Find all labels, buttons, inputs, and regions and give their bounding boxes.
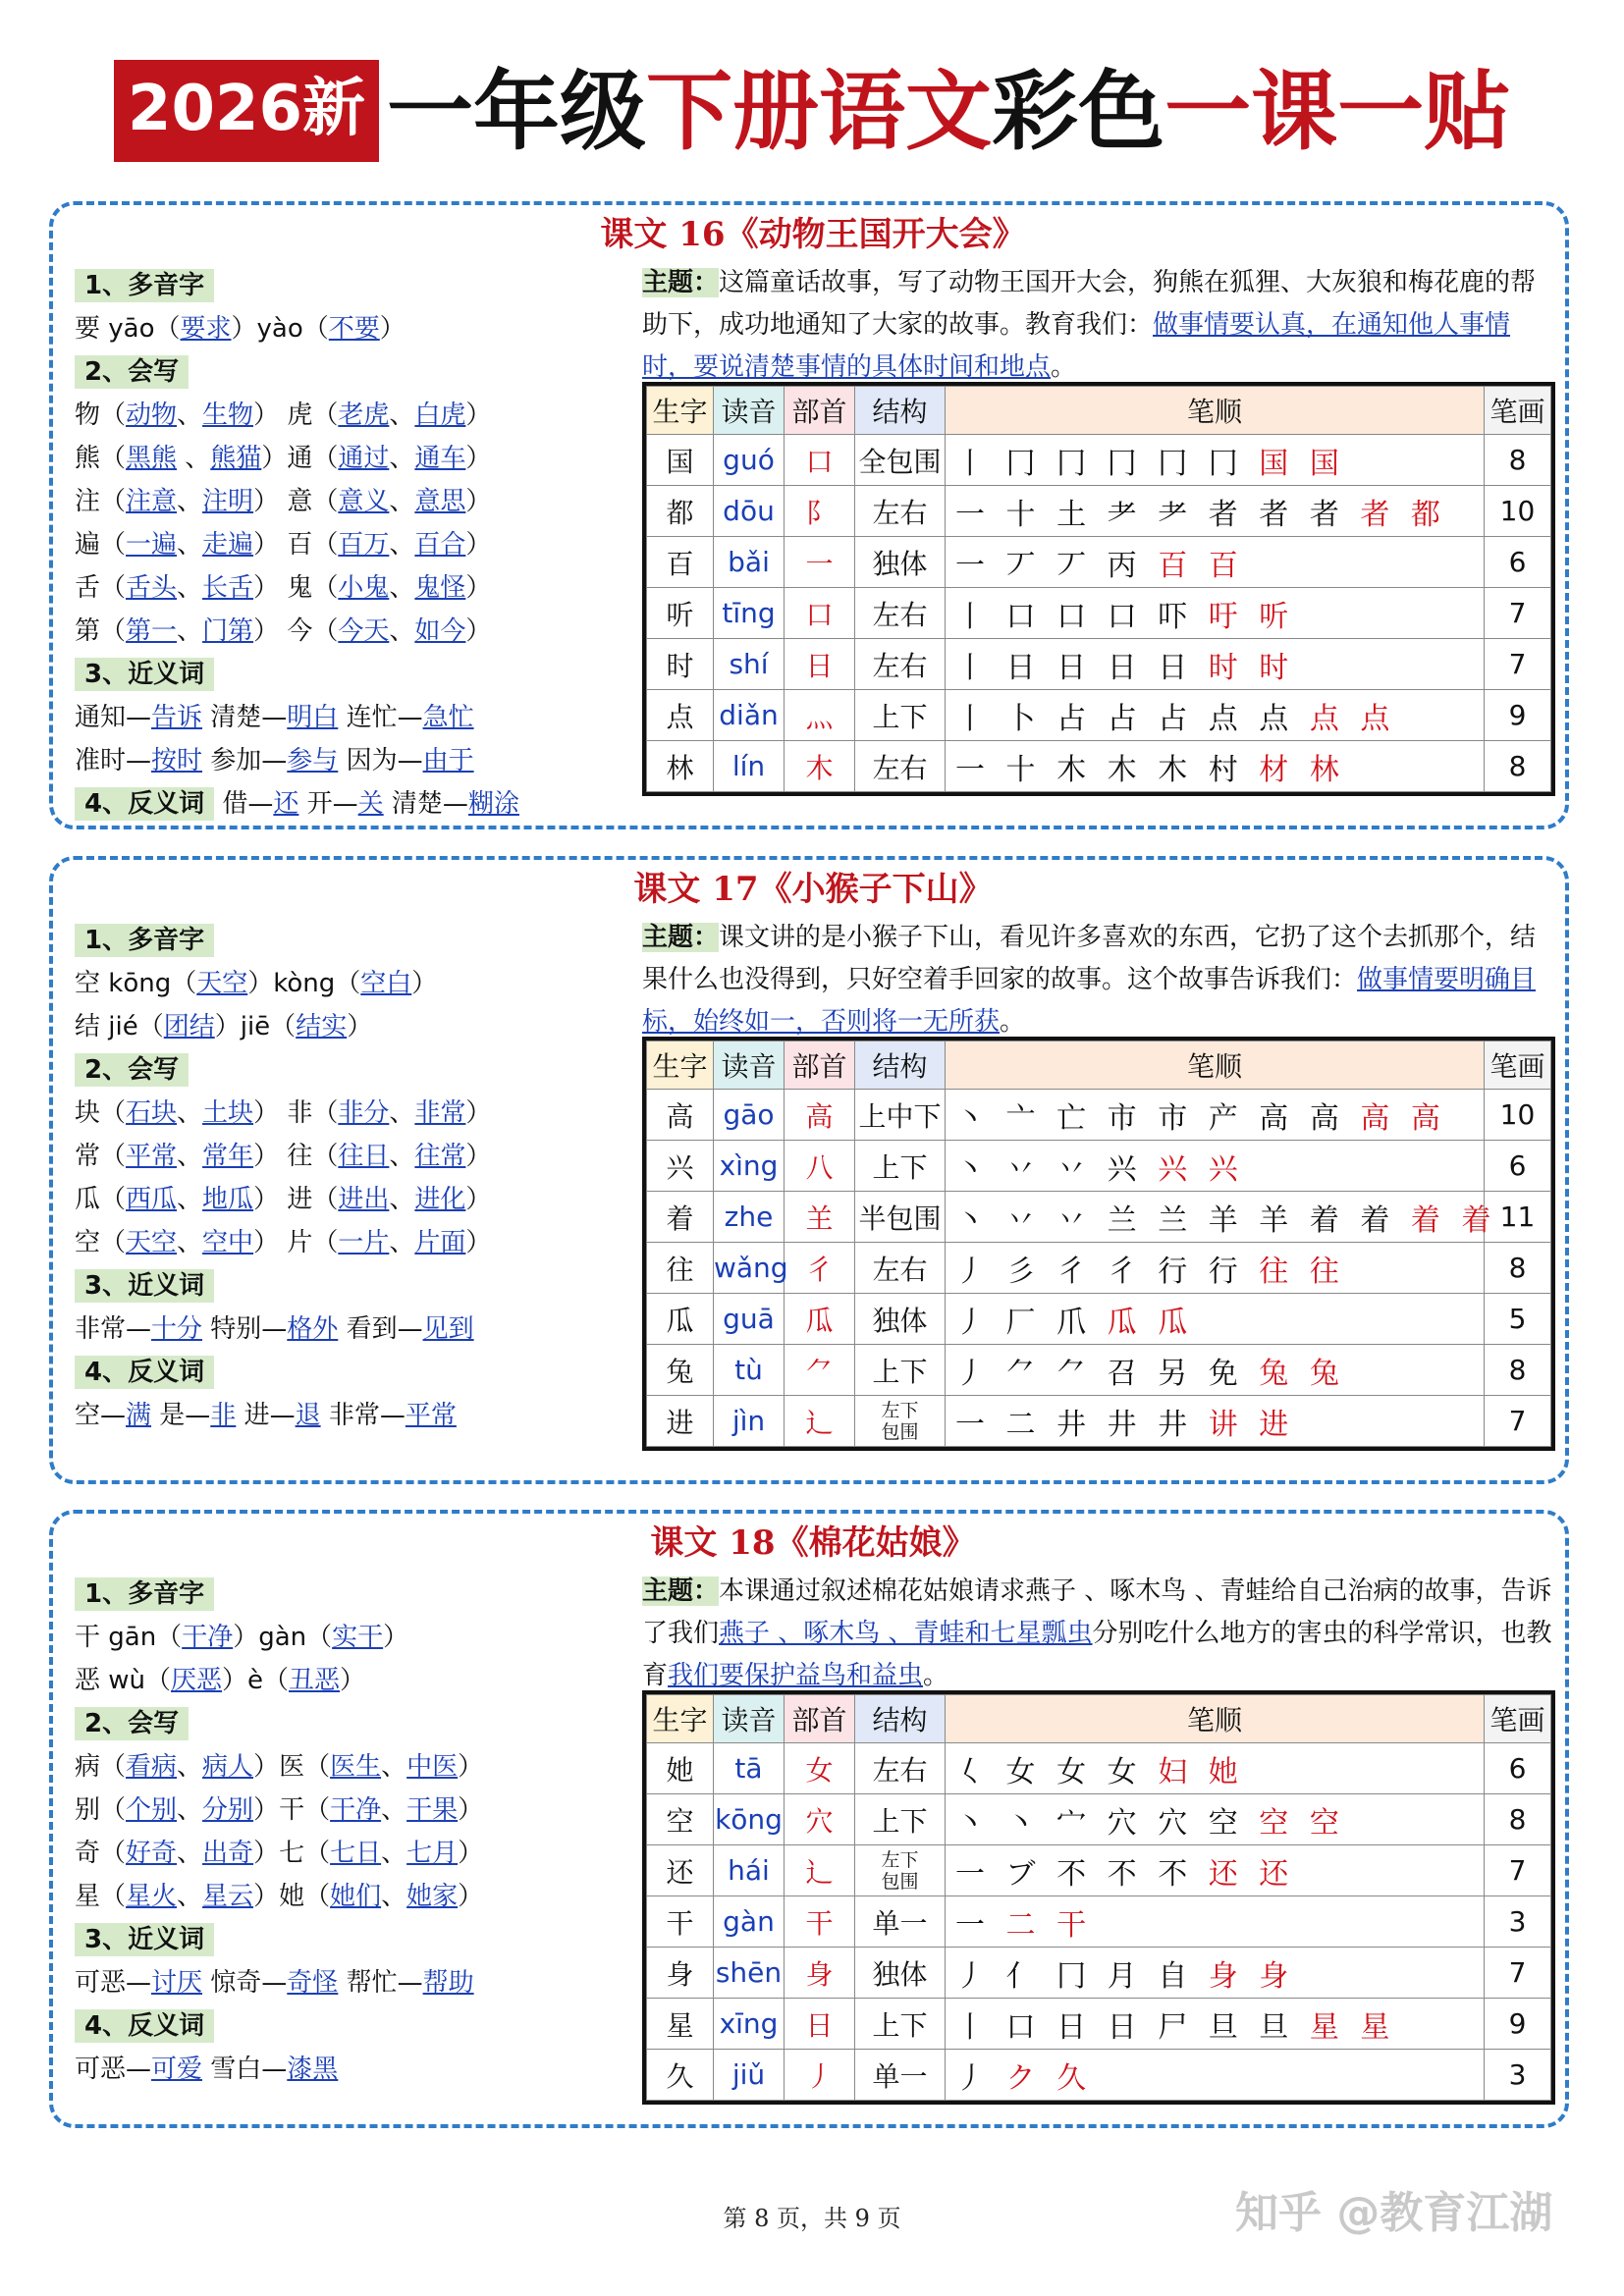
stroke-order-cell: 丿 亻 冂 月 自 身 身 [946, 1948, 1485, 1999]
table-row [647, 1090, 1551, 1141]
table-header-row [647, 1695, 1551, 1743]
radical-cell: 口 [785, 588, 855, 639]
column-header: 读音 [714, 1041, 785, 1090]
write-line: 熊（黑熊 、熊猫）通（通过、通车） [75, 444, 492, 473]
lesson-16-card [49, 201, 1569, 829]
radical-cell: ⺈ [785, 1345, 855, 1396]
radical-cell: 丿 [785, 2050, 855, 2101]
table-row [647, 1948, 1551, 1999]
theme-label: 主题： [642, 923, 720, 952]
pinyin-cell: jiǔ [714, 2050, 785, 2101]
table-row [647, 690, 1551, 741]
radical-cell: 口 [785, 435, 855, 486]
section-head-polyphonic: 1、多音字 [75, 269, 214, 302]
table-row [647, 1794, 1551, 1845]
lesson-left-column [75, 919, 624, 1437]
write-line: 遍（一遍、走遍） 百（百万、百合） [75, 530, 492, 560]
write-line: 注（注意、注明） 意（意义、意思） [75, 487, 492, 516]
radical-cell: 日 [785, 639, 855, 690]
stroke-order-cell: 丨 日 日 日 日 时 时 [946, 639, 1485, 690]
pinyin-cell: guó [714, 435, 785, 486]
column-header: 笔画 [1485, 1041, 1551, 1090]
stroke-count-cell: 7 [1485, 1845, 1551, 1896]
stroke-count-cell: 9 [1485, 1999, 1551, 2050]
polyphonic-line: 恶 wù（厌恶）è（丑恶） [75, 1666, 366, 1695]
structure-cell: 上下 [855, 1345, 946, 1396]
char-cell: 时 [647, 639, 714, 690]
char-cell: 瓜 [647, 1294, 714, 1345]
structure-cell: 独体 [855, 1948, 946, 1999]
write-line: 星（星火、星云）她（她们、她家） [75, 1882, 484, 1911]
lesson-17-card [49, 856, 1569, 1484]
column-header: 结构 [855, 387, 946, 435]
table-row [647, 1192, 1551, 1243]
theme-lesson-link: 做事情要明确目标，始终如一，否则将一无所获 [642, 965, 1537, 1037]
radical-cell: 高 [785, 1090, 855, 1141]
stroke-order-cell: 丨 口 口 口 吓 吁 听 [946, 588, 1485, 639]
pinyin-cell: kōng [714, 1794, 785, 1845]
title-part1: 一年级 [387, 60, 647, 162]
lesson-theme: 主题：这篇童话故事，写了动物王国开大会，狗熊在狐狸、大灰狼和梅花鹿的帮助下，成功地通知了大家的故事。教育我们：做事情要认真，在通知他人事情时，要说清楚事情的具体时间和地点。 [642, 268, 1537, 382]
structure-cell: 上中下 [855, 1090, 946, 1141]
char-cell: 干 [647, 1896, 714, 1948]
table-row [647, 435, 1551, 486]
column-header: 笔画 [1485, 387, 1551, 435]
watermark: 知乎 @教育江湖 [1235, 2188, 1553, 2238]
year-badge: 2026新 [114, 60, 379, 162]
pinyin-cell: tù [714, 1345, 785, 1396]
column-header: 部首 [785, 387, 855, 435]
section-head-write: 2、会写 [75, 355, 189, 389]
char-cell: 进 [647, 1396, 714, 1447]
lesson-title: 课文 17《小猴子下山》 [633, 870, 993, 909]
lesson-left-column [75, 1573, 624, 2091]
lesson-theme: 主题：课文讲的是小猴子下山，看见许多喜欢的东西，它扔了这个去抓那个，结果什么也没得到，只好空着手回家的故事。这个故事告诉我们：做事情要明确目标，始终如一，否则将一无所获。 [642, 923, 1537, 1037]
stroke-order-cell: 一 十 木 木 木 村 材 林 [946, 741, 1485, 792]
theme-link-2: 我们要保护益鸟和益虫 [668, 1661, 924, 1690]
synonyms-line: 通知—告诉 清楚—明白 连忙—急忙 [75, 703, 474, 732]
lesson-title: 课文 16《动物王国开大会》 [600, 215, 1026, 254]
radical-cell: 辶 [785, 1845, 855, 1896]
structure-cell: 上下 [855, 1999, 946, 2050]
structure-cell: 左下 包围 [855, 1845, 946, 1896]
table-row [647, 1294, 1551, 1345]
structure-cell: 独体 [855, 537, 946, 588]
write-line: 病（看病、病人）医（医生、中医） [75, 1752, 484, 1782]
section-head-polyphonic: 1、多音字 [75, 1577, 214, 1611]
structure-cell: 左右 [855, 741, 946, 792]
stroke-order-cell: 丶 丷 丷 兰 兰 羊 羊 着 着 着 着 [946, 1192, 1485, 1243]
table-row [647, 537, 1551, 588]
pinyin-cell: gāo [714, 1090, 785, 1141]
pinyin-cell: tā [714, 1743, 785, 1794]
char-cell: 都 [647, 486, 714, 537]
structure-cell: 全包围 [855, 435, 946, 486]
structure-cell: 上下 [855, 1794, 946, 1845]
write-line: 舌（舌头、长舌） 鬼（小鬼、鬼怪） [75, 573, 492, 603]
stroke-order-cell: 一 二 井 井 井 讲 进 [946, 1396, 1485, 1447]
lesson-left-column [75, 264, 624, 826]
radical-cell: 女 [785, 1743, 855, 1794]
stroke-order-cell: 一 丆 丆 丙 百 百 [946, 537, 1485, 588]
lesson-18-card [49, 1510, 1569, 2128]
synonyms-line: 可恶—讨厌 惊奇—奇怪 帮忙—帮助 [75, 1968, 474, 1998]
radical-cell: 穴 [785, 1794, 855, 1845]
stroke-count-cell: 7 [1485, 588, 1551, 639]
pinyin-cell: wǎng [714, 1243, 785, 1294]
structure-cell: 独体 [855, 1294, 946, 1345]
column-header: 笔顺 [946, 1041, 1485, 1090]
stroke-count-cell: 7 [1485, 1396, 1551, 1447]
polyphonic-line: 要 yāo（要求）yào（不要） [75, 314, 406, 344]
structure-cell: 左右 [855, 639, 946, 690]
stroke-order-cell: 一 ブ 不 不 不 还 还 [946, 1845, 1485, 1896]
table-row [647, 2050, 1551, 2101]
table-row [647, 1999, 1551, 2050]
radical-cell: 瓜 [785, 1294, 855, 1345]
column-header: 生字 [647, 1695, 714, 1743]
stroke-count-cell: 10 [1485, 1090, 1551, 1141]
structure-cell: 单一 [855, 1896, 946, 1948]
pinyin-cell: guā [714, 1294, 785, 1345]
char-cell: 点 [647, 690, 714, 741]
radical-cell: 灬 [785, 690, 855, 741]
column-header: 笔画 [1485, 1695, 1551, 1743]
synonyms-line: 准时—按时 参加—参与 因为—由于 [75, 746, 474, 775]
pinyin-cell: bǎi [714, 537, 785, 588]
pinyin-cell: shí [714, 639, 785, 690]
stroke-count-cell: 9 [1485, 690, 1551, 741]
antonyms-line: 可恶—可爱 雪白—漆黑 [75, 2055, 339, 2084]
stroke-order-cell: 丶 丶 宀 穴 穴 空 空 空 [946, 1794, 1485, 1845]
column-header: 生字 [647, 387, 714, 435]
structure-cell: 单一 [855, 2050, 946, 2101]
char-cell: 还 [647, 1845, 714, 1896]
section-head-write: 2、会写 [75, 1053, 189, 1087]
table-header-row [647, 387, 1551, 435]
table-row [647, 1141, 1551, 1192]
table-row [647, 1345, 1551, 1396]
table-row [647, 588, 1551, 639]
write-line: 瓜（西瓜、地瓜） 进（进出、进化） [75, 1185, 492, 1214]
stroke-count-cell: 7 [1485, 639, 1551, 690]
character-table [642, 1037, 1555, 1451]
page-number: 第 8 页，共 9 页 [723, 2205, 901, 2232]
synonyms-line: 非常—十分 特别—格外 看到—见到 [75, 1314, 474, 1344]
stroke-count-cell: 3 [1485, 2050, 1551, 2101]
table-row [647, 639, 1551, 690]
radical-cell: 一 [785, 537, 855, 588]
write-line: 空（天空、空中） 片（一片、片面） [75, 1228, 492, 1257]
section-head-antonyms: 4、反义词 [75, 1356, 214, 1389]
stroke-order-cell: 丿 ク 久 [946, 2050, 1485, 2101]
pinyin-cell: zhe [714, 1192, 785, 1243]
pinyin-cell: lín [714, 741, 785, 792]
char-cell: 兴 [647, 1141, 714, 1192]
stroke-order-cell: 丨 卜 占 占 占 点 点 点 点 [946, 690, 1485, 741]
stroke-count-cell: 3 [1485, 1896, 1551, 1948]
lesson-theme: 主题：本课通过叙述棉花姑娘请求燕子 、啄木鸟 、青蛙给自己治病的故事，告诉了我们燕子 、啄木鸟 、青蛙和七星瓢虫分别吃什么地方的害虫的科学常识，也教育我们要保护益鸟和益虫。 [642, 1576, 1552, 1690]
column-header: 读音 [714, 1695, 785, 1743]
section-head-synonyms: 3、近义词 [75, 1923, 214, 1956]
section-head-synonyms: 3、近义词 [75, 658, 214, 691]
stroke-count-cell: 10 [1485, 486, 1551, 537]
char-cell: 高 [647, 1090, 714, 1141]
pinyin-cell: hái [714, 1845, 785, 1896]
polyphonic-line: 干 gān（干净）gàn（实干） [75, 1623, 409, 1652]
stroke-order-cell: 丿 ⺈ ⺈ 召 另 免 兔 兔 [946, 1345, 1485, 1396]
stroke-count-cell: 11 [1485, 1192, 1551, 1243]
write-line: 物（动物、生物） 虎（老虎、白虎） [75, 400, 492, 430]
stroke-order-cell: 丨 冂 冂 冂 冂 冂 国 国 [946, 435, 1485, 486]
stroke-order-cell: 丶 亠 亡 市 市 产 高 高 高 高 [946, 1090, 1485, 1141]
stroke-order-cell: 𡿨 女 女 女 妇 她 [946, 1743, 1485, 1794]
char-cell: 百 [647, 537, 714, 588]
table-row [647, 486, 1551, 537]
table-row [647, 1243, 1551, 1294]
stroke-order-cell: 丿 厂 爪 瓜 瓜 [946, 1294, 1485, 1345]
column-header: 结构 [855, 1695, 946, 1743]
pinyin-cell: gàn [714, 1896, 785, 1948]
theme-label: 主题： [642, 1576, 720, 1606]
write-line: 块（石块、土块） 非（非分、非常） [75, 1098, 492, 1128]
radical-cell: 日 [785, 1999, 855, 2050]
title-part3: 彩色 [992, 60, 1165, 162]
char-cell: 着 [647, 1192, 714, 1243]
column-header: 生字 [647, 1041, 714, 1090]
section-head-antonyms: 4、反义词 [75, 2009, 214, 2043]
stroke-order-cell: 丶 丷 丷 兴 兴 兴 [946, 1141, 1485, 1192]
page-title [0, 57, 1624, 175]
column-header: 部首 [785, 1695, 855, 1743]
char-cell: 她 [647, 1743, 714, 1794]
table-row [647, 1396, 1551, 1447]
polyphonic-line: 结 jié（团结）jiē（结实） [75, 1012, 373, 1041]
pinyin-cell: dōu [714, 486, 785, 537]
pinyin-cell: diǎn [714, 690, 785, 741]
char-cell: 林 [647, 741, 714, 792]
write-line: 别（个别、分别）干（干净、干果） [75, 1795, 484, 1825]
structure-cell: 左右 [855, 1743, 946, 1794]
section-head-synonyms: 3、近义词 [75, 1269, 214, 1303]
table-header-row [647, 1041, 1551, 1090]
title-part4: 一课一贴 [1164, 60, 1511, 162]
lesson-title: 课文 18《棉花姑娘》 [650, 1523, 976, 1563]
stroke-count-cell: 8 [1485, 741, 1551, 792]
stroke-count-cell: 8 [1485, 1794, 1551, 1845]
stroke-order-cell: 丿 彡 彳 彳 行 行 往 往 [946, 1243, 1485, 1294]
structure-cell: 半包围 [855, 1192, 946, 1243]
write-line: 第（第一、门第） 今（今天、如今） [75, 616, 492, 646]
antonyms-line: 4、反义词 借—还 开—关 清楚—糊涂 [75, 782, 624, 826]
pinyin-cell: shēn [714, 1948, 785, 1999]
write-line: 常（平常、常年） 往（往日、往常） [75, 1142, 492, 1171]
radical-cell: 阝 [785, 486, 855, 537]
pinyin-cell: xìng [714, 1141, 785, 1192]
structure-cell: 左右 [855, 486, 946, 537]
char-cell: 空 [647, 1794, 714, 1845]
structure-cell: 上下 [855, 690, 946, 741]
char-cell: 星 [647, 1999, 714, 2050]
char-cell: 听 [647, 588, 714, 639]
pinyin-cell: xīng [714, 1999, 785, 2050]
stroke-count-cell: 8 [1485, 1243, 1551, 1294]
radical-cell: 八 [785, 1141, 855, 1192]
column-header: 读音 [714, 387, 785, 435]
stroke-count-cell: 6 [1485, 537, 1551, 588]
structure-cell: 上下 [855, 1141, 946, 1192]
stroke-count-cell: 6 [1485, 1743, 1551, 1794]
table-row [647, 1845, 1551, 1896]
pinyin-cell: tīng [714, 588, 785, 639]
stroke-order-cell: 一 二 干 [946, 1896, 1485, 1948]
polyphonic-line: 空 kōng（天空）kòng（空白） [75, 969, 438, 998]
section-head-write: 2、会写 [75, 1707, 189, 1740]
section-head-polyphonic: 1、多音字 [75, 924, 214, 957]
structure-cell: 左右 [855, 588, 946, 639]
stroke-count-cell: 7 [1485, 1948, 1551, 1999]
radical-cell: 𦍌 [785, 1192, 855, 1243]
theme-label: 主题： [642, 268, 720, 297]
section-head-antonyms: 4、反义词 [75, 787, 214, 821]
column-header: 部首 [785, 1041, 855, 1090]
theme-lesson-link: 做事情要认真，在通知他人事情时，要说清楚事情的具体时间和地点 [642, 310, 1511, 382]
column-header: 笔顺 [946, 1695, 1485, 1743]
stroke-order-cell: 丨 口 日 日 尸 旦 旦 星 星 [946, 1999, 1485, 2050]
title-part2: 下册语文 [646, 60, 993, 162]
table-row [647, 741, 1551, 792]
radical-cell: 木 [785, 741, 855, 792]
radical-cell: 身 [785, 1948, 855, 1999]
theme-link-1: 燕子 、啄木鸟 、青蛙和七星瓢虫 [719, 1619, 1093, 1648]
column-header: 结构 [855, 1041, 946, 1090]
character-table [642, 382, 1555, 796]
char-cell: 国 [647, 435, 714, 486]
char-cell: 往 [647, 1243, 714, 1294]
stroke-order-cell: 一 十 土 耂 耂 者 者 者 者 都 [946, 486, 1485, 537]
char-cell: 久 [647, 2050, 714, 2101]
table-row [647, 1743, 1551, 1794]
character-table [642, 1690, 1555, 2105]
stroke-count-cell: 6 [1485, 1141, 1551, 1192]
structure-cell: 左右 [855, 1243, 946, 1294]
stroke-count-cell: 8 [1485, 1345, 1551, 1396]
table-row [647, 1896, 1551, 1948]
char-cell: 身 [647, 1948, 714, 1999]
radical-cell: 干 [785, 1896, 855, 1948]
radical-cell: 辶 [785, 1396, 855, 1447]
radical-cell: 彳 [785, 1243, 855, 1294]
stroke-count-cell: 8 [1485, 435, 1551, 486]
pinyin-cell: jìn [714, 1396, 785, 1447]
char-cell: 兔 [647, 1345, 714, 1396]
antonyms-line: 空—满 是—非 进—退 非常—平常 [75, 1401, 457, 1430]
structure-cell: 左下 包围 [855, 1396, 946, 1447]
stroke-count-cell: 5 [1485, 1294, 1551, 1345]
column-header: 笔顺 [946, 387, 1485, 435]
write-line: 奇（好奇、出奇）七（七日、七月） [75, 1839, 484, 1868]
